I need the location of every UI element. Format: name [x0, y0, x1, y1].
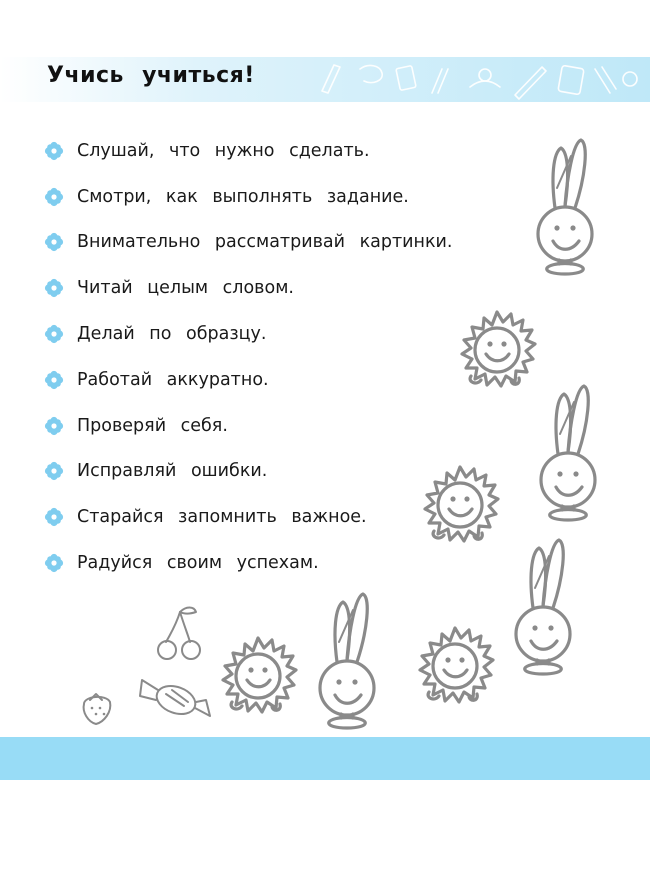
bunny-icon [538, 140, 592, 274]
hedgehog-icon [223, 638, 296, 712]
flower-bullet-icon [44, 141, 64, 161]
list-item [44, 174, 453, 220]
list-item [44, 540, 453, 586]
rule-text: Читай целым словом. [77, 278, 294, 299]
rule-text: Работай аккуратно. [77, 369, 269, 390]
flower-bullet-icon [44, 187, 64, 207]
list-item [44, 220, 453, 266]
rules-list [44, 128, 453, 586]
rule-text: Слушай, что нужно сделать. [77, 140, 370, 161]
bunny-icon [320, 594, 374, 728]
list-item [44, 494, 453, 540]
cherry-icon [158, 608, 200, 660]
rule-text: Смотри, как выполнять задание. [77, 186, 409, 207]
rule-text: Исправляй ошибки. [77, 461, 268, 482]
rule-text: Проверяй себя. [77, 415, 228, 436]
hedgehog-icon [420, 628, 493, 702]
flower-bullet-icon [44, 278, 64, 298]
flower-bullet-icon [44, 507, 64, 527]
bunny-icon [541, 386, 595, 520]
flower-bullet-icon [44, 370, 64, 390]
flower-bullet-icon [44, 232, 64, 252]
flower-bullet-icon [44, 324, 64, 344]
strawberry-icon [84, 694, 111, 724]
candy-icon [140, 680, 210, 719]
rule-text: Делай по образцу. [77, 324, 267, 345]
flower-bullet-icon [44, 416, 64, 436]
list-item [44, 265, 453, 311]
list-item [44, 357, 453, 403]
flower-bullet-icon [44, 553, 64, 573]
list-item [44, 403, 453, 449]
flower-bullet-icon [44, 461, 64, 481]
rule-text: Внимательно рассматривай картинки. [77, 232, 453, 253]
page-title: Учись учиться! [47, 63, 255, 88]
school-supplies-icon [310, 57, 650, 102]
list-item [44, 128, 453, 174]
rule-text: Старайся запомнить важное. [77, 507, 367, 528]
list-item [44, 311, 453, 357]
footer-band [0, 737, 650, 780]
hedgehog-icon [462, 312, 535, 386]
list-item [44, 449, 453, 495]
rule-text: Радуйся своим успехам. [77, 553, 319, 574]
bunny-icon [516, 540, 570, 674]
